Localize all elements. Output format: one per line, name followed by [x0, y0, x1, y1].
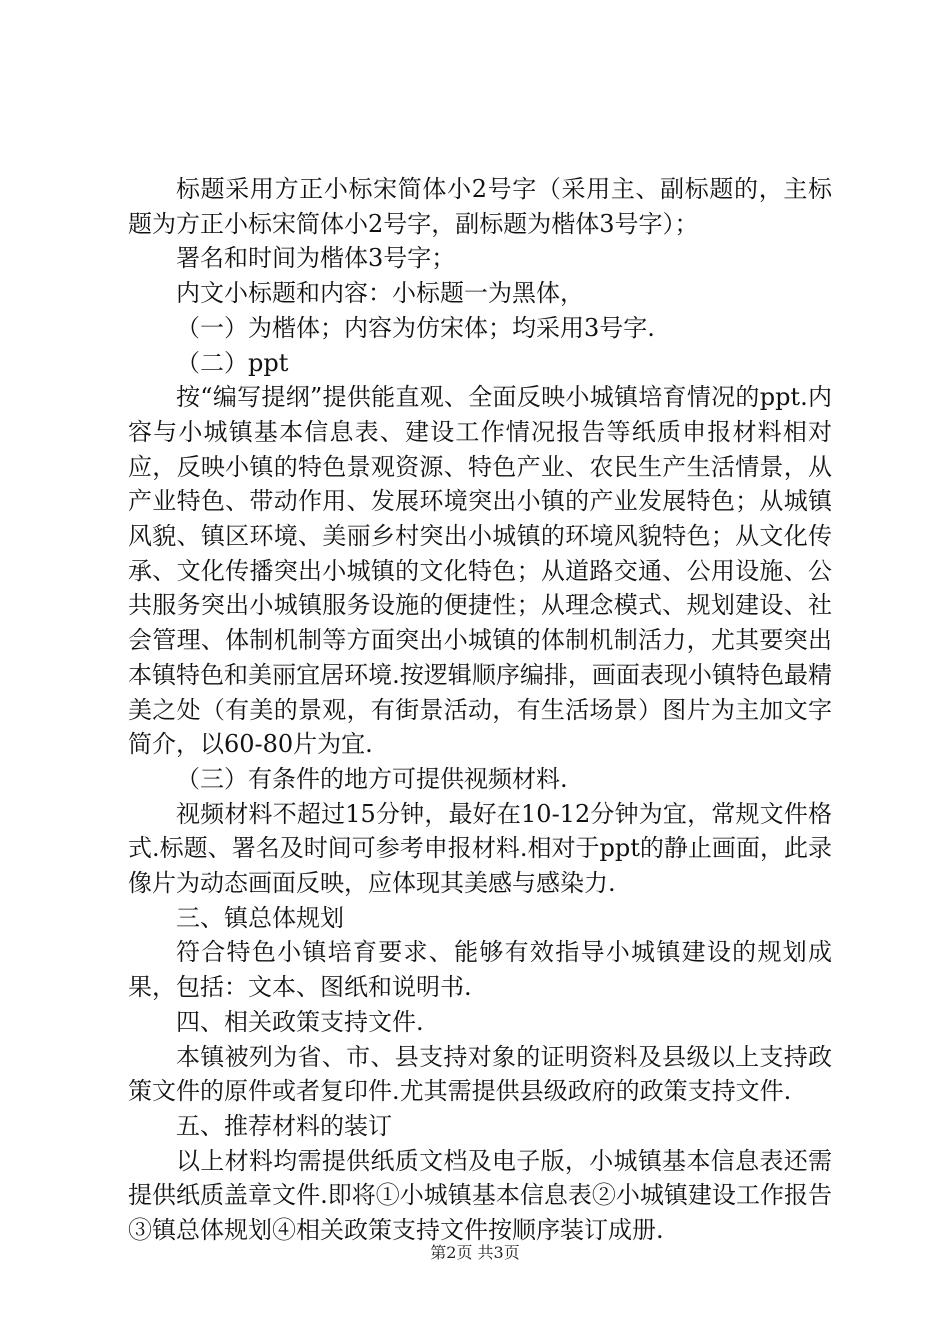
section-heading-ppt: （二）ppt [176, 348, 289, 377]
paragraph-video-requirements: 视频材料不超过15分钟，最好在10-12分钟为宜，常规文件格式.标题、署名及时间可参考申报材料.相对于ppt的静止画面，此录像片为动态画面反映，应体现其美感与感染力. [128, 799, 832, 898]
section-heading-policy: 四、相关政策支持文件. [176, 1007, 424, 1036]
paragraph-subtitle-format: 内文小标题和内容：小标题一为黑体， [176, 279, 584, 308]
paragraph-binding: 以上材料均需提供纸质文档及电子版，小城镇基本信息表还需提供纸质盖章文件.即将①小城镇基本信息表②小城镇建设工作报告③镇总体规划④相关政策支持文件按顺序装订成册. [128, 1146, 832, 1245]
paragraph-ppt-requirements: 按“编写提纲”提供能直观、全面反映小城镇培育情况的ppt.内容与小城镇基本信息表、建设工作情况报告等纸质申报材料相对应，反映小镇的特色景观资源、特色产业、农民生产生活情景，从产业特色、带动作用、发展环境突出小镇的产业发展特色；从城镇风貌、镇区环境、美丽乡村突出小城镇的环境风貌特色；从文化传承、文化传播突出小城镇的文化特色；从道路交通、公用设施、公共服务突出小城镇服务设施的便捷性；从理念模式、规划建设、社会管理、体制机制等方面突出小城镇的体制机制活力，尤其要突出本镇特色和美丽宜居环境.按逻辑顺序编排，画面表现小镇特色最精美之处（有美的景观，有街景活动，有生活场景）图片为主加文字简介，以60-80片为宜. [128, 383, 832, 759]
paragraph-master-plan: 符合特色小镇培育要求、能够有效指导小城镇建设的规划成果，包括：文本、图纸和说明书. [128, 938, 832, 1002]
paragraph-content-format: （一）为楷体；内容为仿宋体；均采用3号字. [176, 313, 655, 342]
page-number-footer: 第2页 共3页 [430, 1243, 520, 1262]
paragraph-signature-format: 署名和时间为楷体3号字； [176, 244, 456, 273]
paragraph-title-format: 标题采用方正小标宋简体小2号字（采用主、副标题的，主标题为方正小标宋简体小2号字，副标题为楷体3号字）； [128, 175, 832, 238]
section-heading-master-plan: 三、镇总体规划 [176, 903, 344, 932]
section-heading-binding: 五、推荐材料的装订 [176, 1111, 392, 1140]
paragraph-policy: 本镇被列为省、市、县支持对象的证明资料及县级以上支持政策文件的原件或者复印件.尤其需提供县级政府的政策支持文件. [128, 1042, 832, 1106]
section-heading-video: （三）有条件的地方可提供视频材料. [176, 764, 568, 793]
document-body [128, 172, 832, 1248]
